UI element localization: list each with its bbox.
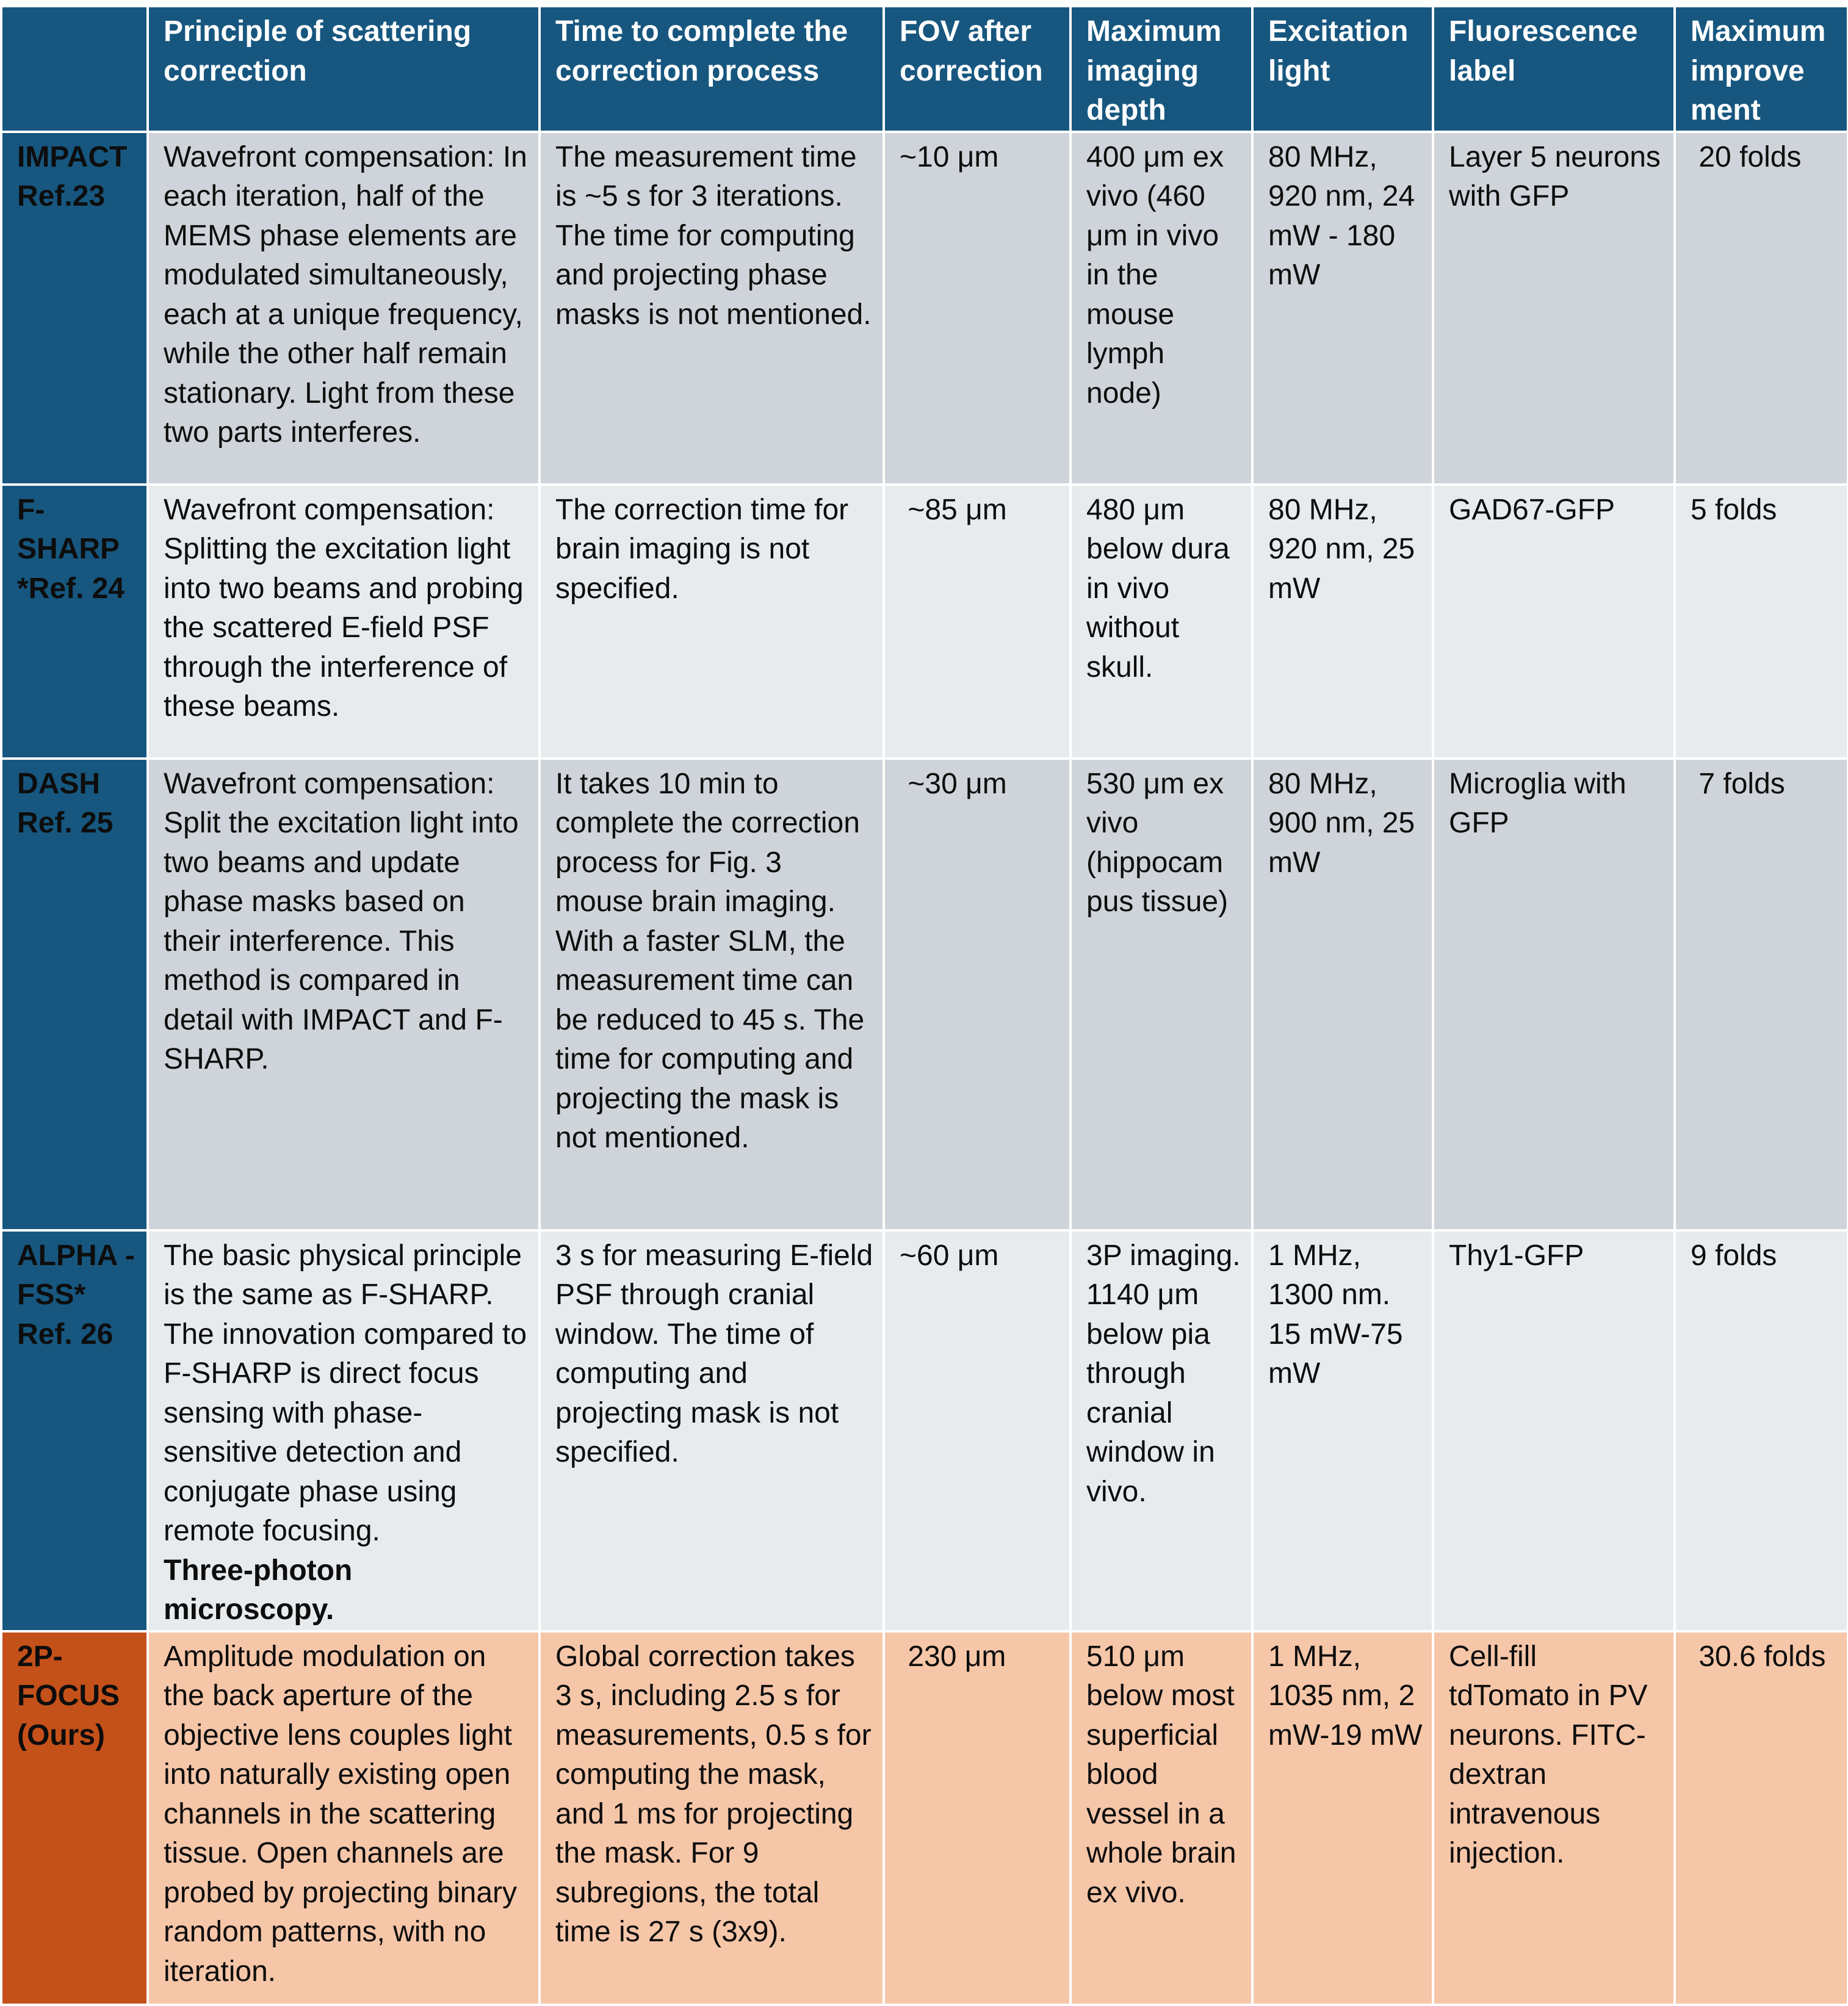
principle-bold-note: Three-photon microscopy. [164,1554,353,1626]
cell-fov: 230 μm [884,1631,1070,2005]
row-header-alpha-fss: ALPHA -FSS* Ref. 26 [1,1230,148,1631]
table-row-alpha-fss [1,1230,1848,1631]
cell-principle: Wavefront compensation: Splitting the excitation light into two beams and probing the scattered E-field PSF through the interference of these beams. [148,485,540,759]
cell-label: Thy1-GFP [1433,1230,1675,1631]
header-improvement: Maximum improve ment [1675,6,1848,132]
cell-principle: Wavefront compensation: In each iteration, half of the MEMS phase elements are modulated simultaneously, each at a unique frequency, while the other half remain stationary. Light from these two parts interferes. [148,132,540,485]
cell-depth: 400 μm ex vivo (460 μm in vivo in the mouse lymph node) [1070,132,1252,485]
cell-principle [148,1230,540,1631]
cell-depth: 530 μm ex vivo (hippocam pus tissue) [1070,759,1252,1230]
header-corner [1,6,148,132]
header-time: Time to complete the correction process [540,6,884,132]
cell-excitation: 80 MHz, 900 nm, 25 mW [1252,759,1433,1230]
row-header-2p-focus: 2P-FOCUS (Ours) [1,1631,148,2005]
header-fov: FOV after correction [884,6,1070,132]
cell-depth: 510 μm below most superficial blood vessel in a whole brain ex vivo. [1070,1631,1252,2005]
cell-improvement: 9 folds [1675,1230,1848,1631]
cell-time: Global correction takes 3 s, including 2.5 s for measurements, 0.5 s for computing the mask, and 1 ms for projecting the mask. For 9 subregions, the total time is 27 s (3x9). [540,1631,884,2005]
row-header-impact: IMPACT Ref.23 [1,132,148,485]
cell-depth: 3P imaging. 1140 μm below pia through cranial window in vivo. [1070,1230,1252,1631]
cell-improvement: 30.6 folds [1675,1631,1848,2005]
cell-principle: Wavefront compensation: Split the excitation light into two beams and update phase masks based on their interference. This method is compared in detail with IMPACT and F-SHARP. [148,759,540,1230]
cell-improvement: 20 folds [1675,132,1848,485]
row-header-fsharp: F-SHARP *Ref. 24 [1,485,148,759]
cell-principle: Amplitude modulation on the back aperture of the objective lens couples light into naturally existing open channels in the scattering tissue. Open channels are probed by projecting binary random patterns, with no iteration. [148,1631,540,2005]
cell-improvement: 5 folds [1675,485,1848,759]
principle-text: The basic physical principle is the same as F-SHARP. The innovation compared to F-SHARP is direct focus sensing with phase-sensitive detection and conjugate phase using remote focusing. [164,1239,527,1547]
cell-depth: 480 μm below dura in vivo without skull. [1070,485,1252,759]
cell-time: It takes 10 min to complete the correction process for Fig. 3 mouse brain imaging. With a faster SLM, the measurement time can be reduced to 45 s. The time for computing and projecting the mask is not mentioned. [540,759,884,1230]
cell-time: The correction time for brain imaging is not specified. [540,485,884,759]
header-principle: Principle of scattering correction [148,6,540,132]
header-excitation: Excitation light [1252,6,1433,132]
cell-label: Cell-fill tdTomato in PV neurons. FITC-dextran intravenous injection. [1433,1631,1675,2005]
cell-time: 3 s for measuring E-field PSF through cranial window. The time of computing and projecting mask is not specified. [540,1230,884,1631]
cell-excitation: 1 MHz, 1300 nm. 15 mW-75 mW [1252,1230,1433,1631]
table-row-fsharp [1,485,1848,759]
cell-time: The measurement time is ~5 s for 3 iterations. The time for computing and projecting phase masks is not mentioned. [540,132,884,485]
cell-excitation: 80 MHz, 920 nm, 24 mW - 180 mW [1252,132,1433,485]
cell-label: GAD67-GFP [1433,485,1675,759]
header-depth: Maximum imaging depth [1070,6,1252,132]
cell-improvement: 7 folds [1675,759,1848,1230]
table-row-impact [1,132,1848,485]
comparison-table [0,5,1848,2006]
cell-label: Layer 5 neurons with GFP [1433,132,1675,485]
cell-excitation: 80 MHz, 920 nm, 25 mW [1252,485,1433,759]
cell-fov: ~10 μm [884,132,1070,485]
header-row [1,6,1848,132]
table-row-dash [1,759,1848,1230]
table-row-2p-focus [1,1631,1848,2005]
cell-excitation: 1 MHz, 1035 nm, 2 mW-19 mW [1252,1631,1433,2005]
cell-fov: ~30 μm [884,759,1070,1230]
cell-fov: ~85 μm [884,485,1070,759]
cell-label: Microglia with GFP [1433,759,1675,1230]
row-header-dash: DASH Ref. 25 [1,759,148,1230]
cell-fov: ~60 μm [884,1230,1070,1631]
header-label: Fluorescence label [1433,6,1675,132]
